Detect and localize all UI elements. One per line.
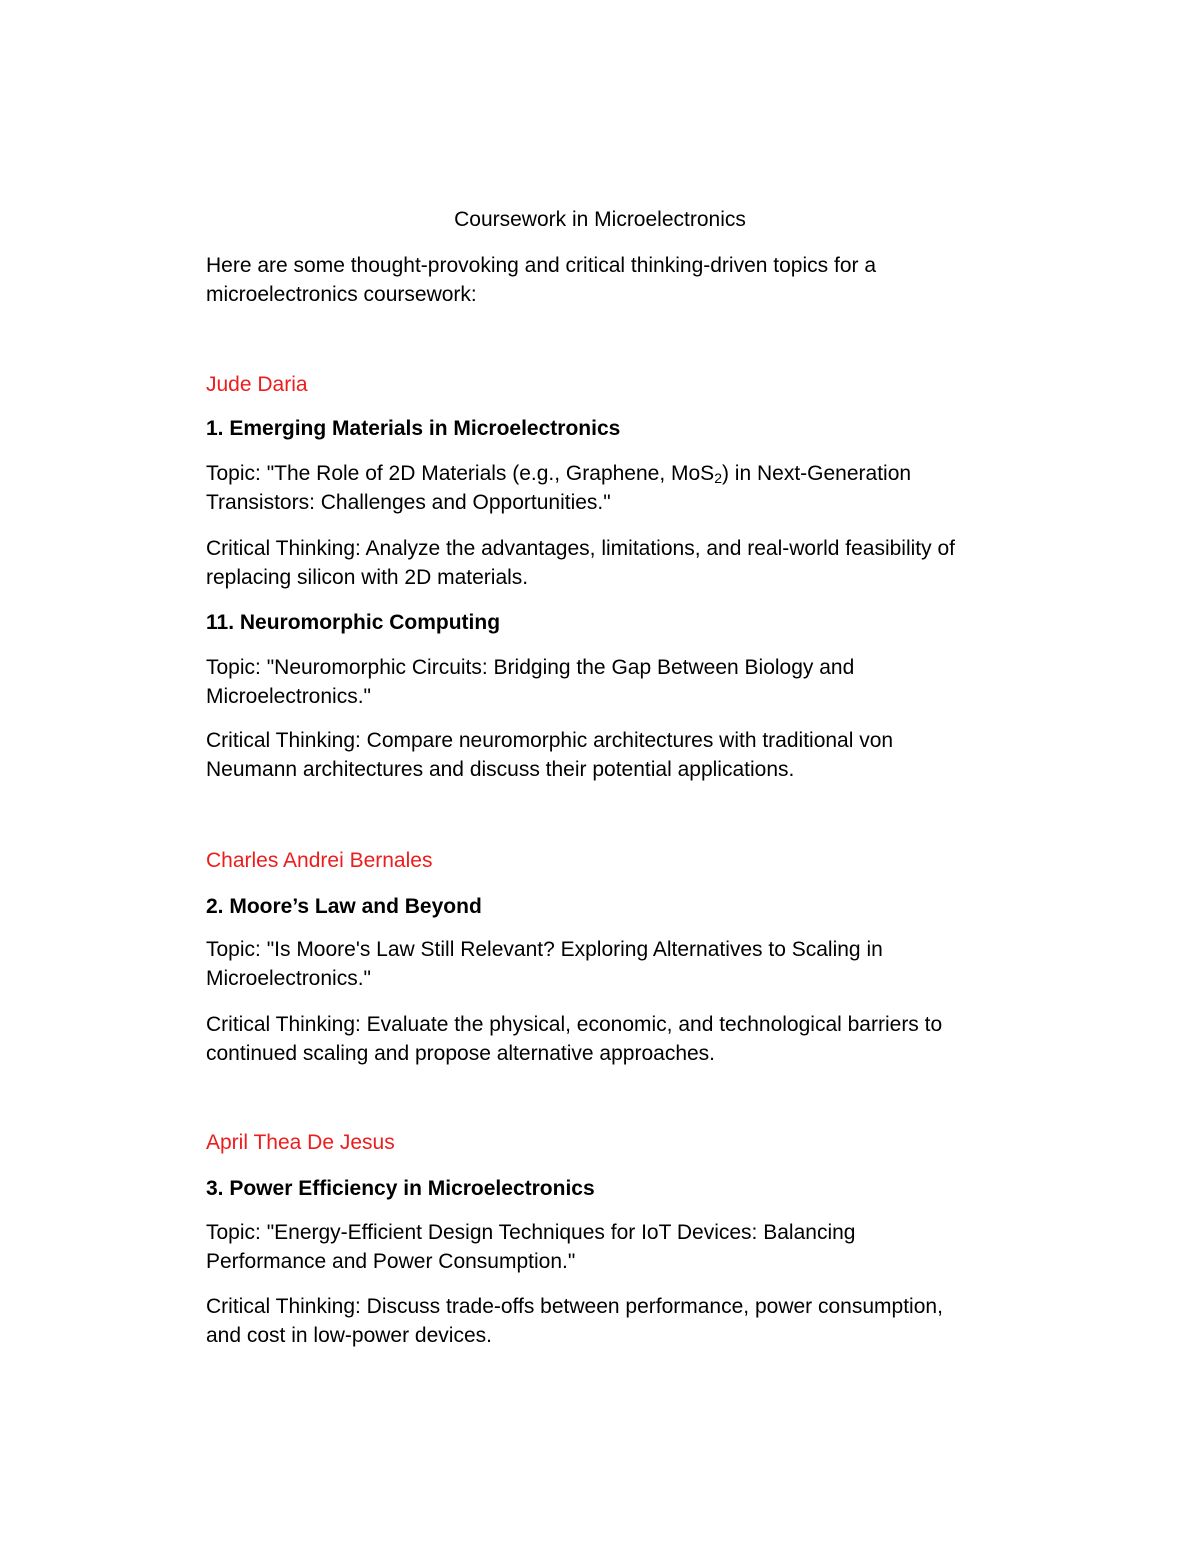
author-name: Jude Daria <box>206 373 308 396</box>
author-name: April Thea De Jesus <box>206 1131 395 1154</box>
topic-heading: 11. Neuromorphic Computing <box>206 611 501 634</box>
critical-thinking-line-1: Critical Thinking: Discuss trade-offs between performance, power consumption, <box>206 1295 943 1318</box>
critical-thinking <box>206 1292 1066 1350</box>
topic-heading: 2. Moore’s Law and Beyond <box>206 895 482 918</box>
topic-text-post: ) in Next-Generation <box>721 462 912 485</box>
topic-line-1: Topic: "Is Moore's Law Still Relevant? Exploring Alternatives to Scaling in <box>206 938 883 961</box>
critical-thinking-line-1: Critical Thinking: Evaluate the physical, economic, and technological barriers to <box>206 1013 943 1036</box>
topic-heading: 3. Power Efficiency in Microelectronics <box>206 1177 595 1200</box>
document-page <box>206 0 1066 1553</box>
topic-text-pre: Topic: "The Role of 2D Materials (e.g., Graphene, MoS <box>206 462 715 485</box>
critical-thinking <box>206 1010 1066 1068</box>
critical-thinking-line-2: and cost in low-power devices. <box>206 1324 492 1347</box>
author-name: Charles Andrei Bernales <box>206 849 433 872</box>
topic-line-2: Transistors: Challenges and Opportunities." <box>206 491 611 514</box>
document-title: Coursework in Microelectronics <box>454 208 746 231</box>
topic-description <box>206 653 1066 711</box>
intro-paragraph <box>206 251 1066 309</box>
critical-thinking <box>206 534 1066 592</box>
topic-line-1: Topic: "Neuromorphic Circuits: Bridging the Gap Between Biology and <box>206 656 855 679</box>
critical-thinking-line-2: continued scaling and propose alternative approaches. <box>206 1042 716 1065</box>
topic-line-2: Microelectronics." <box>206 967 371 990</box>
critical-thinking-line-2: replacing silicon with 2D materials. <box>206 566 529 589</box>
topic-heading: 1. Emerging Materials in Microelectronics <box>206 417 621 440</box>
topic-description <box>206 1218 1066 1276</box>
critical-thinking-line-2: Neumann architectures and discuss their potential applications. <box>206 758 795 781</box>
critical-thinking-line-1: Critical Thinking: Compare neuromorphic architectures with traditional von <box>206 729 894 752</box>
intro-line-2: microelectronics coursework: <box>206 283 477 306</box>
topic-description <box>206 935 1066 993</box>
topic-subscript: 2 <box>714 470 722 486</box>
topic-description <box>206 459 1066 517</box>
topic-line-2: Performance and Power Consumption." <box>206 1250 576 1273</box>
topic-line-2: Microelectronics." <box>206 685 371 708</box>
topic-line-1: Topic: "Energy-Efficient Design Techniques for IoT Devices: Balancing <box>206 1221 856 1244</box>
critical-thinking <box>206 726 1066 784</box>
intro-line-1: Here are some thought-provoking and critical thinking-driven topics for a <box>206 254 877 277</box>
critical-thinking-line-1: Critical Thinking: Analyze the advantages, limitations, and real-world feasibility of <box>206 537 955 560</box>
